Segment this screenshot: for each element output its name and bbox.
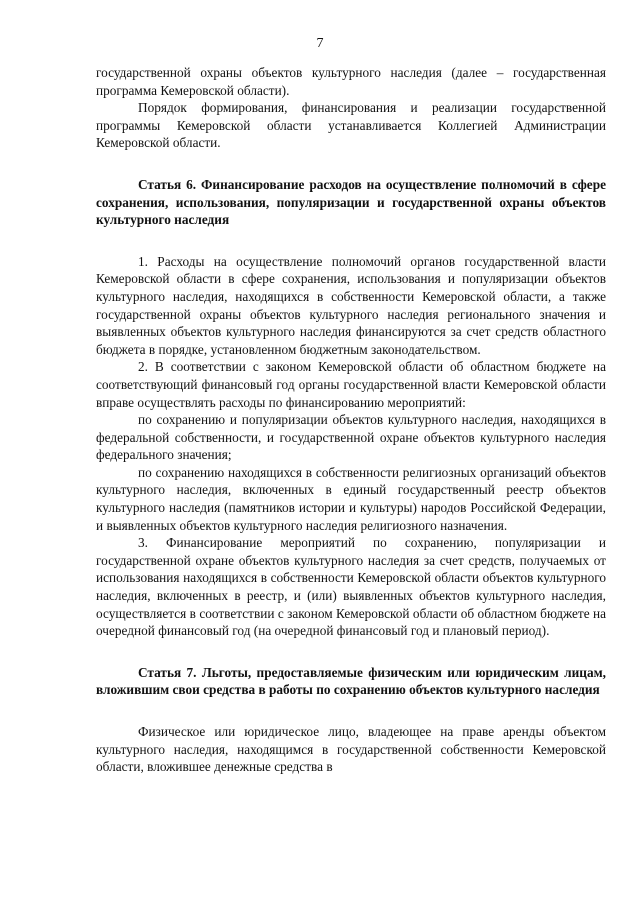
article-6-title: Статья 6. Финансирование расходов на осуществление полномочий в сфере сохранения, использования, популяризации и государственной охраны объектов культурного наследия (96, 176, 606, 228)
page-number: 7 (316, 36, 324, 51)
paragraph: государственной охраны объектов культурного наследия (далее – государственная программа Кемеровской области). (96, 65, 606, 98)
paragraph: Физическое или юридическое лицо, владеющее на праве аренды объектом культурного наследия, находящимся в государственной собственности Кемеровской области, вложившее денежные средства в (96, 724, 606, 775)
paragraph: 1. Расходы на осуществление полномочий органов государственной власти Кемеровской области в сфере сохранения, использования и популяризации объектов культурного наследия, находящихся в собственности Кемеровской области, а также государственной охраны объектов культурного наследия регионального значения и выявленных объектов культурного наследия финансируются за счет средств областного бюджета в порядке, установленном бюджетным законодательством. (96, 253, 606, 357)
article-7-title: Статья 7. Льготы, предоставляемые физическим или юридическим лицам, вложившим свои средства в работы по сохранению объектов культурного наследия (96, 664, 606, 698)
document-body (96, 64, 606, 776)
paragraph: по сохранению находящихся в собственности религиозных организаций объектов культурного наследия, включенных в единый государственный реестр объектов культурного наследия (памятников истории и культуры) народов Российской Федерации, и выявленных объектов культурного наследия религиозного назначения. (96, 464, 606, 533)
paragraph: 2. В соответствии с законом Кемеровской области об областном бюджете на соответствующий финансовый год органы государственной власти Кемеровской области вправе осуществлять расходы по финансированию мероприятий: (96, 359, 606, 410)
paragraph: 3. Финансирование мероприятий по сохранению, популяризации и государственной охране объектов культурного наследия за счет средств, получаемых от использования находящихся в собственности Кемеровской области объектов культурного наследия, включенных в реестр, и (или) выявленных объектов культурного наследия, осуществляется в соответствии с законом Кемеровской области об областном бюджете на очередной финансовый год (на очередной финансовый год и плановый период). (96, 535, 606, 639)
paragraph: по сохранению и популяризации объектов культурного наследия, находящихся в федеральной собственности, и государственной охране объектов культурного наследия федерального значения; (96, 412, 606, 463)
paragraph: Порядок формирования, финансирования и реализации государственной программы Кемеровской области устанавливается Коллегией Администрации Кемеровской области. (96, 100, 606, 151)
